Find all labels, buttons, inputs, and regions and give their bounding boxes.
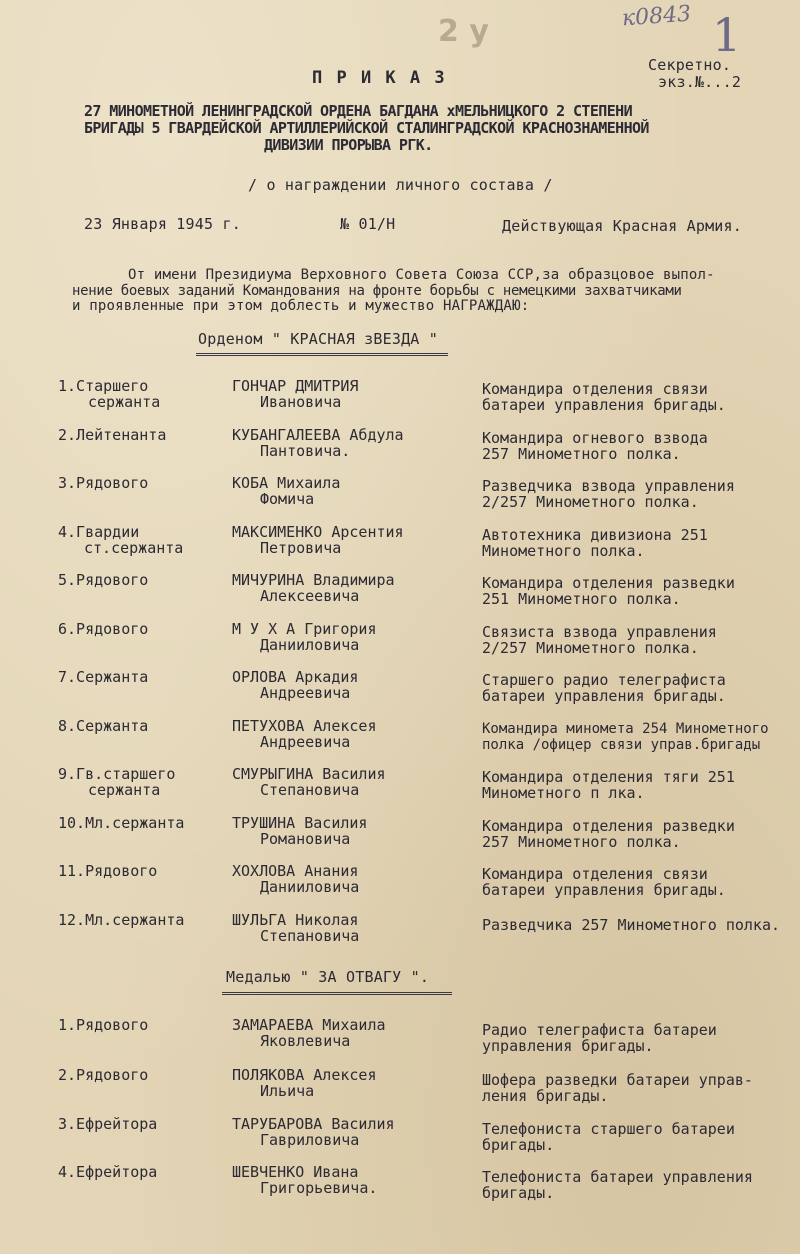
rank: 10.Мл.сержанта [58, 814, 185, 832]
rank-continued: сержанта [88, 393, 161, 411]
rank: 9.Гв.старшего [58, 765, 176, 783]
rank: 3.Рядового [58, 474, 149, 492]
person-patronymic: Данииловича [260, 636, 360, 654]
rank-continued: сержанта [88, 781, 161, 799]
person-patronymic: Гавриловича [260, 1131, 360, 1149]
person-name: ТРУШИНА Василия [232, 814, 368, 832]
rank-continued: ст.сержанта [84, 539, 184, 557]
person-patronymic: Алексеевича [260, 587, 360, 605]
rank: 4.Ефрейтора [58, 1163, 158, 1181]
preamble-line-2: нение боевых заданий Командования на фронте борьбы с немецкими захватчиками [72, 283, 682, 299]
person-name: КУБАНГАЛЕЕВА Абдула [232, 426, 404, 444]
person-name: ХОХЛОВА Анания [232, 862, 359, 880]
position: Разведчика взвода управления [482, 478, 735, 495]
person-name: ТАРУБАРОВА Василия [232, 1115, 395, 1133]
person-patronymic: Пантовича. [260, 442, 351, 460]
page-number: 1 [712, 8, 742, 62]
person-name: КОБА Михаила [232, 474, 341, 492]
rank: 3.Ефрейтора [58, 1115, 158, 1133]
secrecy-line-2: экз.№...2 [658, 73, 742, 91]
rank: 2.Лейтенанта [58, 426, 167, 444]
position: Шофера разведки батареи управ- [482, 1072, 753, 1089]
unit-line-1: 27 МИНОМЕТНОЙ ЛЕНИНГРАДСКОЙ ОРДЕНА БАГДАНА хМЕЛЬНИЦКОГО 2 СТЕПЕНИ [84, 102, 633, 120]
person-patronymic: Степановича [260, 781, 360, 799]
position: Автотехника дивизиона 251 [482, 527, 708, 544]
position: Командира огневого взвода [482, 430, 708, 447]
rank: 6.Рядового [58, 620, 149, 638]
position-continued: полка /офицер связи управ.бригады [482, 737, 761, 753]
position-continued: 251 Минометного полка. [482, 590, 681, 607]
person-patronymic: Яковлевича [260, 1032, 351, 1050]
rank: 8.Сержанта [58, 717, 149, 735]
position: Старшего радио телеграфиста [482, 672, 726, 689]
person-name: ШЕВЧЕНКО Ивана [232, 1163, 359, 1181]
unit-line-3: ДИВИЗИИ ПРОРЫВА РГК. [264, 136, 433, 154]
position: Телефониста батареи управления [482, 1169, 753, 1186]
rank: 1.Старшего [58, 377, 149, 395]
preamble-line-3: и проявленные при этом доблесть и мужество НАГРАЖДАЮ: [72, 298, 530, 314]
position-continued: ления бригады. [482, 1087, 609, 1104]
position: Телефониста старшего батареи [482, 1121, 735, 1138]
rank: 5.Рядового [58, 571, 149, 589]
person-patronymic: Григорьевича. [260, 1179, 378, 1197]
position-continued: Минометного п лка. [482, 784, 645, 801]
order-subject: / о награждении личного состава / [248, 176, 553, 194]
rank: 4.Гвардии [58, 523, 140, 541]
person-name: ЗАМАРАЕВА Михаила [232, 1016, 386, 1034]
person-name: МИЧУРИНА Владимира [232, 571, 395, 589]
person-name: М У Х А Григория [232, 620, 377, 638]
position: Командира отделения связи [482, 866, 708, 883]
position-continued: бригады. [482, 1184, 555, 1201]
rank: 2.Рядового [58, 1066, 149, 1084]
position-continued: батареи управления бригады. [482, 881, 726, 898]
position: Командира отделения разведки [482, 818, 735, 835]
section-title-red-star: Орденом " КРАСНАЯ зВЕЗДА " [198, 330, 438, 348]
person-patronymic: Андреевича [260, 684, 351, 702]
position: Связиста взвода управления [482, 624, 717, 641]
person-patronymic: Ивановича [260, 393, 342, 411]
position-continued: 257 Минометного полка. [482, 445, 681, 462]
pencil-mark: 2 у [438, 14, 489, 49]
rank: 12.Мл.сержанта [58, 911, 185, 929]
person-patronymic: Данииловича [260, 878, 360, 896]
person-name: СМУРЫГИНА Василия [232, 765, 386, 783]
section-title-underline [196, 353, 448, 356]
rank: 11.Рядового [58, 862, 158, 880]
person-patronymic: Андреевича [260, 733, 351, 751]
person-patronymic: Степановича [260, 927, 360, 945]
position-continued: бригады. [482, 1136, 555, 1153]
section-title-underline [222, 992, 452, 995]
section-title-for-courage: Медалью " ЗА ОТВАГУ ". [226, 968, 430, 986]
position-continued: батареи управления бригады. [482, 396, 726, 413]
secrecy-line-1: Секретно. [648, 56, 732, 74]
person-patronymic: Фомича [260, 490, 315, 508]
person-patronymic: Ильича [260, 1082, 315, 1100]
unit-line-2: БРИГАДЫ 5 ГВАРДЕЙСКОЙ АРТИЛЛЕРИЙСКОЙ СТАЛИНГРАДСКОЙ КРАСНОЗНАМЕННОЙ [84, 119, 649, 137]
position: Командира отделения тяги 251 [482, 769, 735, 786]
archive-number: к0843 [621, 1, 692, 32]
person-name: ГОНЧАР ДМИТРИЯ [232, 377, 359, 395]
position-continued: 257 Минометного полка. [482, 833, 681, 850]
rank: 7.Сержанта [58, 668, 149, 686]
person-name: МАКСИМЕНКО Арсентия [232, 523, 404, 541]
position: Радио телеграфиста батареи [482, 1022, 717, 1039]
position: Командира отделения разведки [482, 575, 735, 592]
position: Командира отделения связи [482, 381, 708, 398]
position: Разведчика 257 Минометного полка. [482, 917, 781, 933]
person-patronymic: Романовича [260, 830, 351, 848]
person-patronymic: Петровича [260, 539, 342, 557]
person-name: ПЕТУХОВА Алексея [232, 717, 377, 735]
position-continued: 2/257 Минометного полка. [482, 493, 699, 510]
order-number: № 01/Н [340, 215, 396, 233]
person-name: ОРЛОВА Аркадия [232, 668, 359, 686]
order-date: 23 Января 1945 г. [84, 215, 241, 233]
person-name: ШУЛЬГА Николая [232, 911, 359, 929]
order-place: Действующая Красная Армия. [502, 217, 742, 235]
position: Командира миномета 254 Минометного [482, 721, 769, 737]
rank: 1.Рядового [58, 1016, 149, 1034]
position-continued: Минометного полка. [482, 542, 645, 559]
position-continued: управления бригады. [482, 1037, 654, 1054]
page-title: П Р И К А З [312, 68, 447, 88]
preamble-line-1: От имени Президиума Верховного Совета Союза ССР,за образцовое выпол- [128, 267, 715, 283]
position-continued: 2/257 Минометного полка. [482, 639, 699, 656]
position-continued: батареи управления бригады. [482, 687, 726, 704]
person-name: ПОЛЯКОВА Алексея [232, 1066, 377, 1084]
